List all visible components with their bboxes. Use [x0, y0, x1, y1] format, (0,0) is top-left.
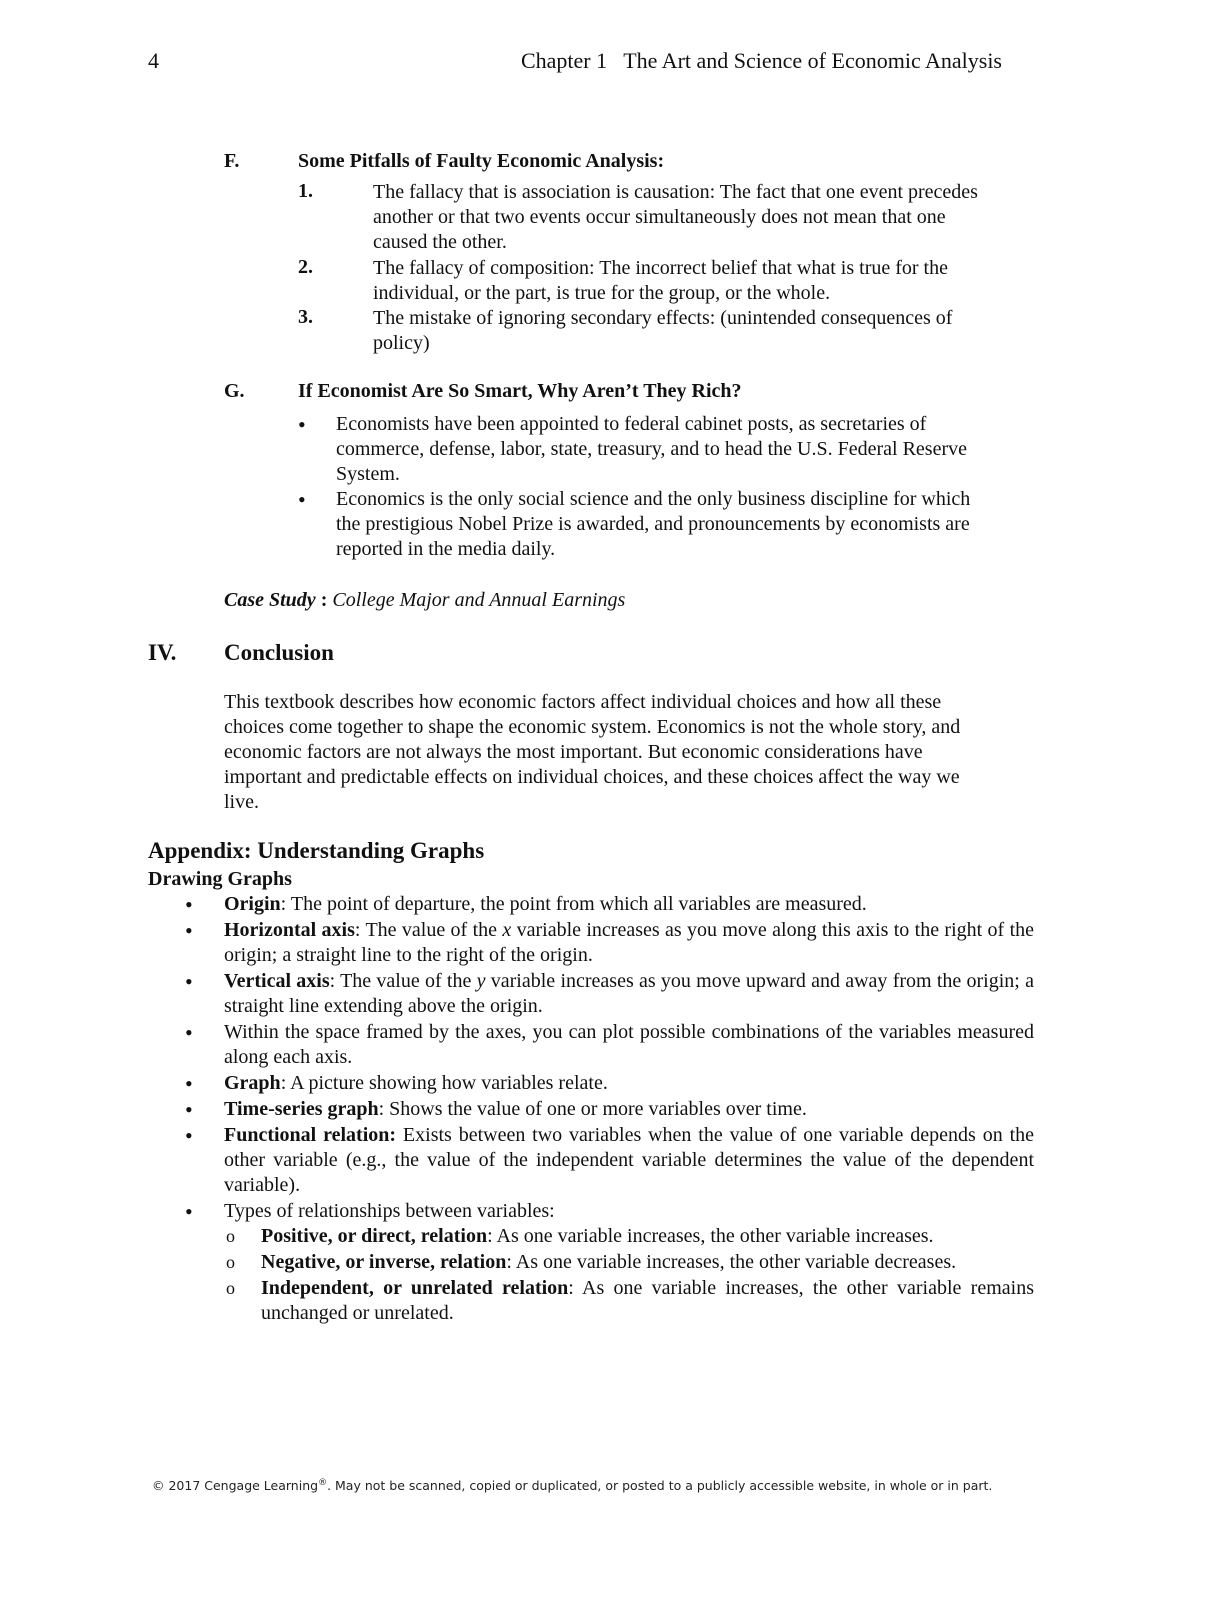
- list-item: • Graph: A picture showing how variables relate.: [185, 1071, 608, 1096]
- bullet-icon: •: [185, 892, 193, 917]
- bullet-icon: •: [185, 1097, 193, 1122]
- page-number: 4: [148, 48, 159, 73]
- case-study: Case Study : College Major and Annual Earnings: [224, 589, 626, 611]
- economists-bullet-1: Economists have been appointed to federal cabinet posts, as secretaries of commerce, defense, labor, state, treasury, and to head the U.S. Federal Reserve System.: [336, 413, 967, 485]
- bullet-icon: •: [185, 918, 193, 943]
- drawing-graphs-subheading: Drawing Graphs: [148, 868, 292, 890]
- list-item: • Functional relation: Exists between two variables when the value of one variable depends on the other variable (e.g., the value of the independent variable determines the value of the dependent variable).: [185, 1123, 1034, 1196]
- list-item: • Types of relationships between variables: o Positive, or direct, relation: As one variable increases, the other variable increases. o Negative, or inverse, relation: As one variable increases, the other variable decreases. o Independent, or unrelated relation: As one variable increases, the other variable remains unchanged or unrelated.: [185, 1199, 1034, 1324]
- bullet-icon: •: [298, 412, 306, 437]
- conclusion-heading: Conclusion: [224, 640, 334, 665]
- bullet-icon: •: [185, 1199, 193, 1224]
- section-f-heading: Some Pitfalls of Faulty Economic Analysis:: [298, 150, 665, 172]
- section-iv-numeral: IV.: [148, 640, 177, 665]
- graph-terms-list: [174, 892, 1034, 1327]
- section-f-letter: F.: [224, 150, 240, 172]
- hollow-bullet-icon: o: [226, 1278, 235, 1298]
- bullet-icon: •: [185, 1020, 193, 1045]
- pitfall-2-number: 2.: [298, 256, 313, 278]
- section-g-letter: G.: [224, 380, 245, 402]
- appendix-heading: Appendix: Understanding Graphs: [148, 838, 485, 863]
- relationship-types-list: [224, 1224, 1034, 1326]
- section-g-heading: If Economist Are So Smart, Why Aren’t They Rich?: [298, 380, 742, 402]
- list-item: • Horizontal axis: The value of the x variable increases as you move along this axis to the right of the origin; a straight line to the right of the origin.: [185, 918, 1034, 966]
- case-study-title: College Major and Annual Earnings: [332, 589, 626, 611]
- pitfall-1-number: 1.: [298, 180, 313, 202]
- hollow-bullet-icon: o: [226, 1226, 235, 1246]
- sub-list-item: o Negative, or inverse, relation: As one variable increases, the other variable decreases.: [226, 1251, 957, 1273]
- registered-mark: ®: [318, 1478, 328, 1488]
- bullet-icon: •: [298, 487, 306, 512]
- pitfall-3-text: The mistake of ignoring secondary effects: (unintended consequences of policy): [373, 307, 953, 354]
- hollow-bullet-icon: o: [226, 1252, 235, 1272]
- sub-list-item: o Positive, or direct, relation: As one variable increases, the other variable increases.: [226, 1225, 934, 1247]
- pitfall-3-number: 3.: [298, 306, 313, 328]
- bullet-icon: •: [185, 1123, 193, 1148]
- pitfall-2-text: The fallacy of composition: The incorrect belief that what is true for the individual, or the part, is true for the group, or the whole.: [373, 257, 948, 304]
- running-head: Chapter 1 The Art and Science of Economic Analysis: [520, 48, 1002, 73]
- list-item: • Time-series graph: Shows the value of one or more variables over time.: [185, 1097, 807, 1122]
- copyright-footer: © 2017 Cengage Learning®. May not be scanned, copied or duplicated, or posted to a publicly accessible website, in whole or in part.: [152, 1478, 993, 1494]
- pitfall-1-text: The fallacy that is association is causation: The fact that one event precedes another or that two events occur simultaneously does not mean that one caused the other.: [373, 181, 978, 253]
- list-item: • Origin: The point of departure, the point from which all variables are measured.: [185, 892, 867, 917]
- case-study-label: Case Study: [224, 589, 316, 611]
- bullet-icon: •: [185, 1071, 193, 1096]
- economists-bullet-2: Economics is the only social science and the only business discipline for which the prestigious Nobel Prize is awarded, and pronouncements by economists are reported in the media daily.: [336, 488, 971, 560]
- bullet-icon: •: [185, 969, 193, 994]
- conclusion-paragraph: This textbook describes how economic factors affect individual choices and how all these choices come together to shape the economic system. Economics is not the whole story, and economic factors are not always the most important. But economic considerations have important and predictable effects on individual choices, and these choices affect the way we live.: [224, 691, 961, 813]
- list-item: • Vertical axis: The value of the y variable increases as you move upward and away from the origin; a straight line extending above the origin.: [185, 969, 1034, 1017]
- sub-list-item: o Independent, or unrelated relation: As one variable increases, the other variable remains unchanged or unrelated.: [226, 1277, 1034, 1324]
- list-item: • Within the space framed by the axes, you can plot possible combinations of the variables measured along each axis.: [185, 1020, 1034, 1068]
